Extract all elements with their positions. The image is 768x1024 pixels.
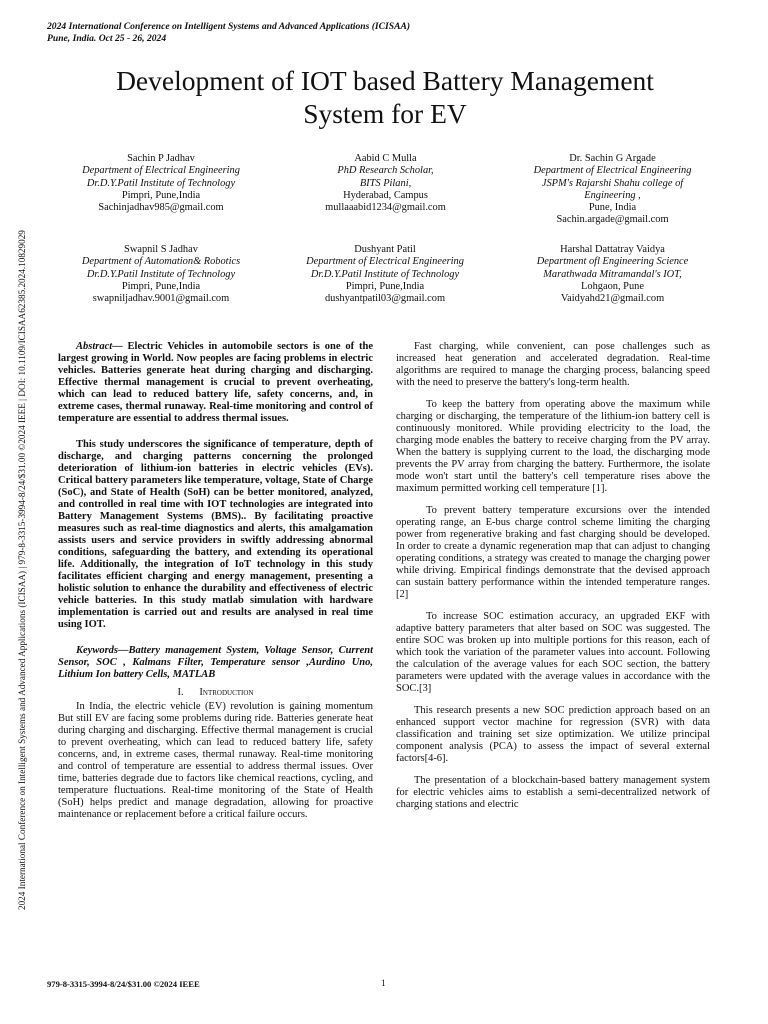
intro-paragraph: In India, the electric vehicle (EV) revolution is gaining momentum But still EV are facing some problems during ride. Batteries generate heat during charging and discharging. Effective thermal management is crucial to prevent overheating, which can lead to reduced battery life, safety concerns, and, in extreme cases, thermal runaway. Real-time monitoring and control of temperature are essential to address thermal issues. Over time, batteries degrade due to factors like chemical reactions, cycling, and temperature fluctuations. Real-time monitoring of the State of Health (SoH) helps predict and manage degradation, allowing for proactive maintenance or replacement before a critical failure occurs. xyxy=(58,701,373,820)
conference-header xyxy=(47,21,410,45)
author-email[interactable]: swapniljadhav.9001@gmail.com xyxy=(92,293,230,305)
author-block: Harshal Dattatray Vaidya Department ofl Engineering Science Marathwada Mitramandal's IOT, Lohgaon, Pune Vaidyahd21@gmail.com xyxy=(505,244,720,305)
author-block: Sachin P Jadhav Department of Electrical Engineering Dr.D.Y.Patil Institute of Technology Pimpri, Pune,India Sachinjadhav985@gmail.com xyxy=(55,153,267,214)
section-heading: I. Introduction xyxy=(177,687,254,698)
conference-line-2: Pune, India. Oct 25 - 26, 2024 xyxy=(47,33,167,44)
footer-isbn: 979-8-3315-3994-8/24/$31.00 ©2024 IEEE xyxy=(47,979,200,989)
author-email[interactable]: dushyantpatil03@gmail.com xyxy=(324,293,446,305)
author-email[interactable]: Sachin.argade@gmail.com xyxy=(556,214,669,226)
body-paragraph: This research presents a new SOC prediction approach based on an enhanced support vector machine for regression (SVR) with data classification and training set size optimization. We utilize principal component analysis (PCA) to assess the impact of several external factors[4-6]. xyxy=(396,705,710,764)
keywords: Keywords—Battery management System, Voltage Sensor, Current Sensor, SOC , Kalmans Filter, Temperature sensor ,Aurdino Uno, Lithium Ion battery Cells, MATLAB xyxy=(58,645,373,680)
page-number: 1 xyxy=(381,979,386,989)
body-paragraph: The presentation of a blockchain-based battery management system for electric vehicles aims to establish a semi-decentralized network of charging stations and electric xyxy=(396,775,710,810)
body-paragraph: To keep the battery from operating above the maximum while charging or discharging, the temperature of the lithium-ion battery cell is continuously monitored. While providing electricity to the load, the charging mode enables the battery to receive charging from the PV array. When the battery is supplying current to the load, the discharging mode prevents the PV array from charging the battery. Furthermore, the isolate mode won't start until the battery's cell temperature rises above the maximum permitted working cell temperature [1]. xyxy=(396,399,710,494)
body-paragraph: Fast charging, while convenient, can pose challenges such as increased heat generation and accelerated degradation. Real-time algorithms are required to manage the charging process, balancing speed with the need to preserve the battery's long-term health. xyxy=(396,341,710,388)
left-column xyxy=(58,341,373,831)
conference-line-1: 2024 International Conference on Intelligent Systems and Advanced Applications (ICISAA) xyxy=(47,21,411,32)
body-paragraph: To increase SOC estimation accuracy, an upgraded EKF with adaptive battery parameters that alter based on SOC was suggested. The entire SOC was broken up into multiple portions for this reason, each of which took the variation of the parameter values into account. Following the calculation of the average values for each SOC section, the battery parameters were updated with the average values in accordance with the SOC.[3] xyxy=(396,611,710,694)
author-block: Dr. Sachin G Argade Department of Electrical Engineering JSPM's Rajarshi Shahu college of Engineering , Pune, India Sachin.argade@gmail.com xyxy=(505,153,720,227)
right-column xyxy=(396,341,710,821)
body-paragraph: To prevent battery temperature excursions over the intended operating range, an E-bus charge control scheme limiting the charging power from regenerative braking and fast charging should be developed. In order to create a dynamic regeneration map that can adjust to changing operating conditions, a strategy was created to manage the charging power while driving. Empirical findings demonstrate that the devised approach can sustain battery performance within the intended temperature ranges.[2] xyxy=(396,505,710,600)
author-block: Dushyant Patil Department of Electrical Engineering Dr.D.Y.Patil Institute of Technology Pimpri, Pune,India dushyantpatil03@gmail.com xyxy=(280,244,490,305)
abstract-paragraph: Abstract— Electric Vehicles in automobile sectors is one of the largest growing in World. Now peoples are facing problems in electric vehicles. Batteries generate heat during charging and discharging. Effective thermal management is crucial to prevent overheating, which can lead to reduced battery life, safety concerns, and, in extreme cases, thermal runaway. Real-time monitoring and control of temperature are essential to address thermal issues. xyxy=(58,341,373,424)
abstract-paragraph-2: This study underscores the significance of temperature, depth of discharge, and charging patterns concerning the prolonged deterioration of lithium-ion batteries in electric vehicles (EVs). Critical battery parameters like temperature, voltage, State of Charge (SoC), and State of Health (SoH) can be better monitored, analyzed, and controlled in real time with IOT technologies are integrated into Battery Management Systems (BMS).. By facilitating proactive measures such as real-time diagnostics and alerts, this amalgamation assists users and service providers in swiftly addressing abnormal conditions, safeguarding the battery, and extending its operational life. Additionally, the integration of IoT technology in this study facilitates efficient charging and energy management, presenting a holistic solution to enhance the durability and effectiveness of electric vehicle batteries. In this study matlab simulation with hardware implementation is carried out and results are analysed in real time using IOT. xyxy=(58,439,373,630)
author-email[interactable]: mullaaabid1234@gmail.com xyxy=(325,202,446,214)
paper-title: Development of IOT based Battery Management System for EV xyxy=(116,65,654,129)
doi-sidebar: 2024 International Conference on Intelligent Systems and Advanced Applications (ICISAA) | 979-8-3315-3994-8/24/$31.00 ©2024 IEEE | DOI: 10.1109/ICISAA62385.2024.10829029 xyxy=(17,230,27,910)
author-block: Aabid C Mulla PhD Research Scholar, BITS Pilani, Hyderabad, Campus mullaaabid1234@gmail.com xyxy=(288,153,483,214)
author-block: Swapnil S Jadhav Department of Automation& Robotics Dr.D.Y.Patil Institute of Technology Pimpri, Pune,India swapniljadhav.9001@gmail.com xyxy=(55,244,267,305)
author-email[interactable]: Vaidyahd21@gmail.com xyxy=(560,293,665,305)
author-email[interactable]: Sachinjadhav985@gmail.com xyxy=(98,202,224,214)
